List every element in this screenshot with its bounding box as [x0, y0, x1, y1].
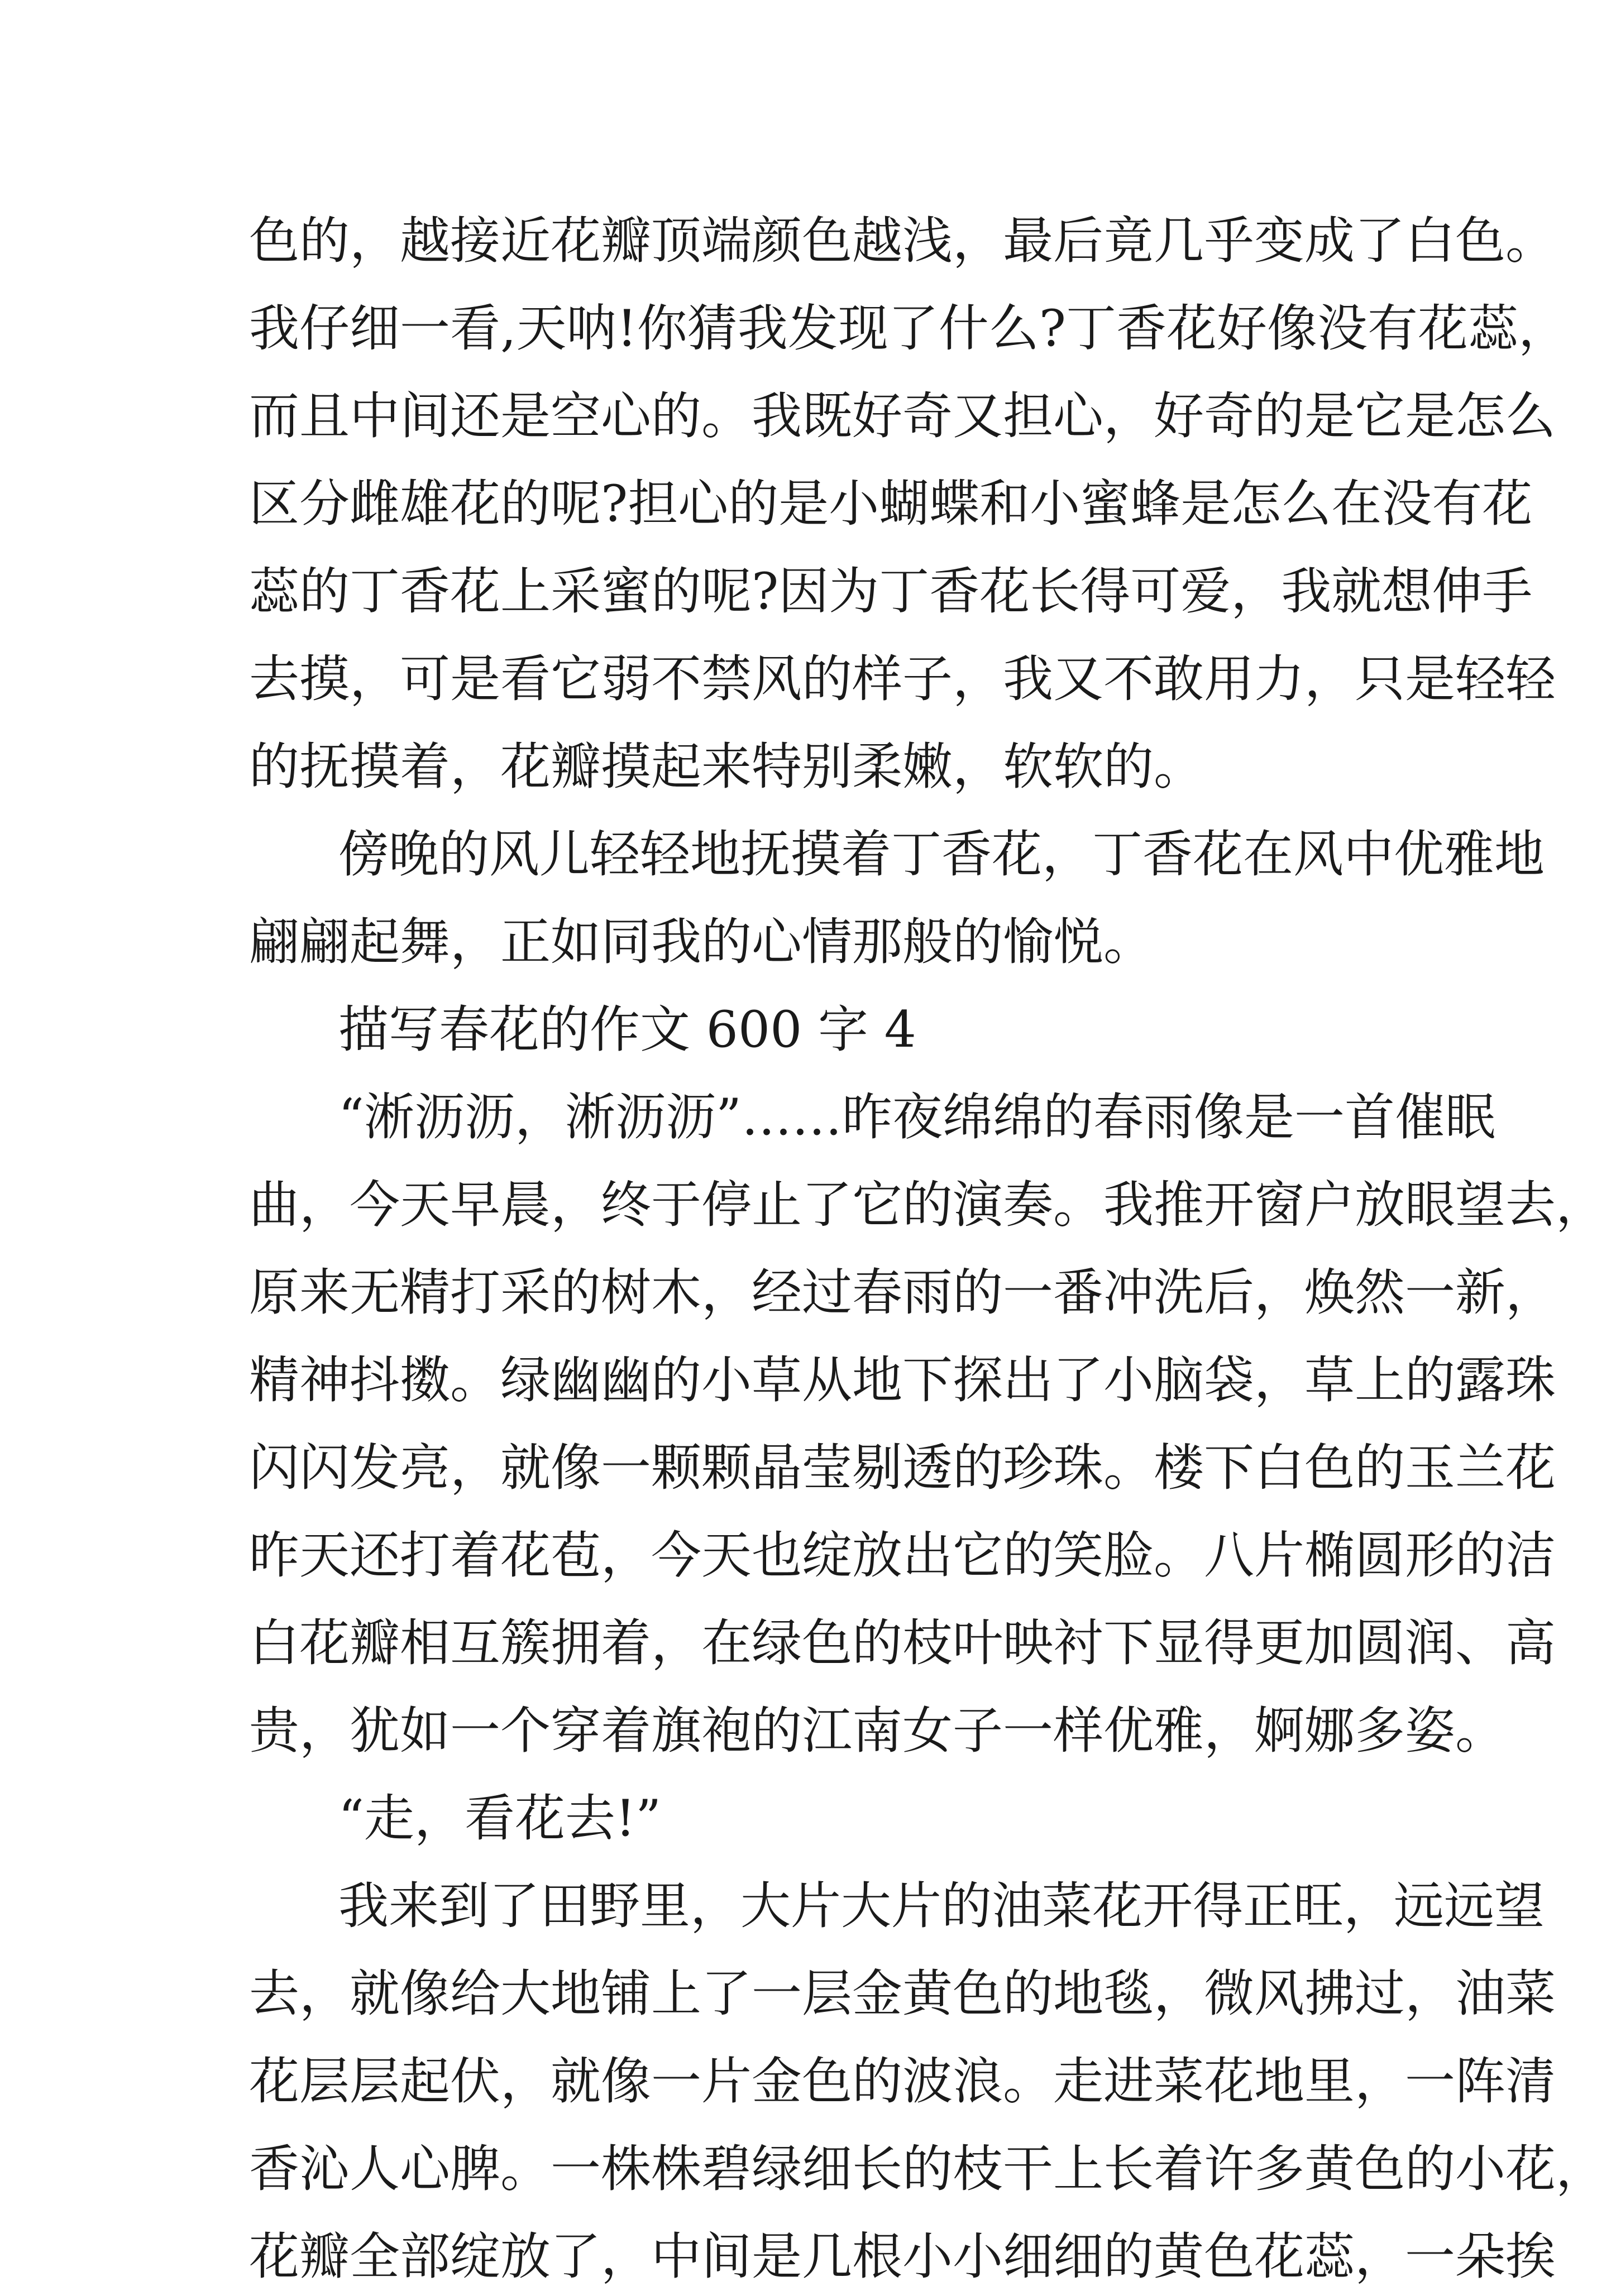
text-line: 原来无精打采的树木，经过春雨的一番冲洗后，焕然一新，	[249, 1263, 1556, 1322]
text-line: 区分雌雄花的呢?担心的是小蝴蝶和小蜜蜂是怎么在没有花	[249, 474, 1533, 533]
paragraph-first-line: 傍晚的风儿轻轻地抚摸着丁香花，丁香花在风中优雅地	[338, 825, 1545, 884]
text-line: 昨天还打着花苞，今天也绽放出它的笑脸。八片椭圆形的洁	[249, 1526, 1556, 1585]
text-line: 精神抖擞。绿幽幽的小草从地下探出了小脑袋，草上的露珠	[249, 1351, 1556, 1410]
text-line: 去，就像给大地铺上了一层金黄色的地毯，微风拂过，油菜	[249, 1964, 1556, 2023]
text-line: 白花瓣相互簇拥着，在绿色的枝叶映衬下显得更加圆润、高	[249, 1614, 1556, 1672]
paragraph-first-line: 我来到了田野里，大片大片的油菜花开得正旺，远远望	[338, 1877, 1545, 1935]
paragraph-first-line: “淅沥沥，淅沥沥”……昨夜绵绵的春雨像是一首催眠	[338, 1088, 1496, 1147]
text-line: 曲，今天早晨，终于停止了它的演奏。我推开窗户放眼望去，	[249, 1176, 1606, 1234]
text-line: 闪闪发亮，就像一颗颗晶莹剔透的珍珠。楼下白色的玉兰花	[249, 1439, 1556, 1497]
text-line: 翩翩起舞，正如同我的心情那般的愉悦。	[249, 913, 1154, 971]
text-line: 的抚摸着，花瓣摸起来特别柔嫩，软软的。	[249, 737, 1204, 796]
section-heading: 描写春花的作文 600 字 4	[338, 1000, 916, 1059]
text-line: 蕊的丁香花上采蜜的呢?因为丁香花长得可爱，我就想伸手	[249, 562, 1533, 621]
dialogue-line: “走，看花去!”	[338, 1789, 662, 1848]
text-line: 而且中间还是空心的。我既好奇又担心，好奇的是它是怎么	[249, 387, 1556, 445]
text-line: 贵，犹如一个穿着旗袍的江南女子一样优雅，婀娜多姿。	[249, 1701, 1505, 1760]
text-line: 去摸，可是看它弱不禁风的样子，我又不敢用力，只是轻轻	[249, 650, 1556, 708]
text-line: 色的，越接近花瓣顶端颜色越浅，最后竟几乎变成了白色。	[249, 212, 1556, 270]
text-line: 花瓣全部绽放了，中间是几根小小细细的黄色花蕊，一朵挨	[249, 2227, 1556, 2286]
text-line: 香沁人心脾。一株株碧绿细长的枝干上长着许多黄色的小花，	[249, 2140, 1606, 2198]
text-line: 花层层起伏，就像一片金色的波浪。走进菜花地里，一阵清	[249, 2052, 1556, 2111]
text-line: 我仔细一看,天呐!你猜我发现了什么?丁香花好像没有花蕊，	[249, 299, 1569, 358]
